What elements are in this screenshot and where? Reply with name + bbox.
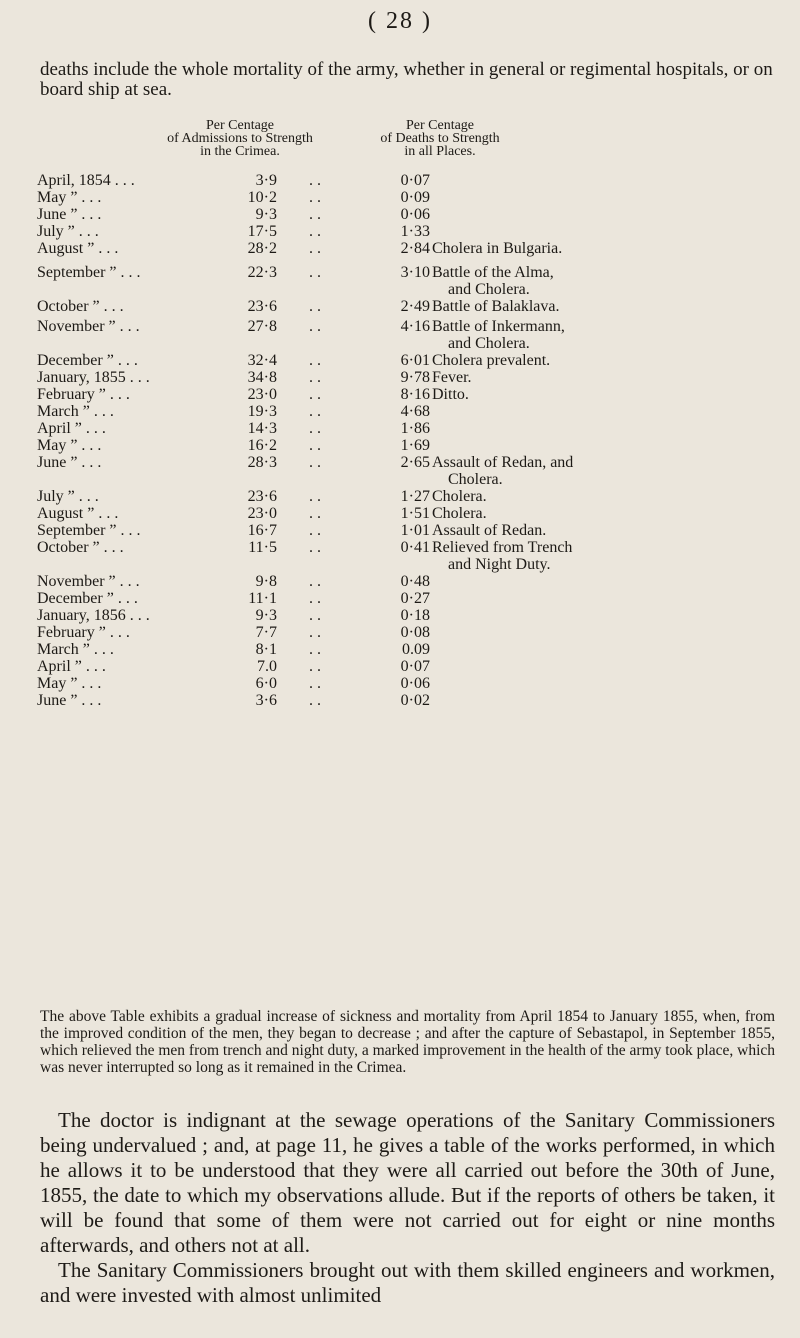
row-leader-dots: . . bbox=[309, 539, 321, 556]
row-admission-rate: 23·0 bbox=[247, 505, 277, 522]
row-remark bbox=[432, 352, 550, 369]
row-period: February ” . . . bbox=[37, 386, 130, 403]
row-admission-rate: 11·1 bbox=[248, 590, 277, 607]
row-period: June ” . . . bbox=[37, 454, 102, 471]
deaths-header-line: in all Places. bbox=[404, 144, 476, 159]
row-leader-dots: . . bbox=[309, 488, 321, 505]
row-death-rate: 6·01 bbox=[400, 352, 430, 369]
table-row bbox=[37, 386, 787, 403]
row-remark bbox=[432, 318, 565, 352]
admissions-header-line: in the Crimea. bbox=[200, 144, 280, 159]
row-death-rate: 4·16 bbox=[400, 318, 430, 335]
row-period: April, 1854 . . . bbox=[37, 172, 135, 189]
body-text bbox=[40, 1108, 775, 1308]
row-remark-line: Cholera. bbox=[448, 471, 503, 488]
table-row bbox=[37, 264, 787, 298]
row-leader-dots: . . bbox=[309, 172, 321, 189]
table-row bbox=[37, 403, 787, 420]
table-row bbox=[37, 590, 787, 607]
row-period: September ” . . . bbox=[37, 264, 141, 281]
row-leader-dots: . . bbox=[309, 641, 321, 658]
row-period: March ” . . . bbox=[37, 403, 114, 420]
mortality-table bbox=[37, 172, 787, 709]
row-remark bbox=[432, 505, 487, 522]
table-row bbox=[37, 352, 787, 369]
row-remark bbox=[432, 240, 562, 257]
page-number: ( 28 ) bbox=[368, 8, 432, 34]
row-period: July ” . . . bbox=[37, 223, 99, 240]
row-leader-dots: . . bbox=[309, 692, 321, 709]
row-death-rate: 0·02 bbox=[400, 692, 430, 709]
row-period: May ” . . . bbox=[37, 437, 102, 454]
admissions-header-line: of Admissions to Strength bbox=[167, 131, 313, 146]
row-period: August ” . . . bbox=[37, 505, 119, 522]
row-leader-dots: . . bbox=[309, 607, 321, 624]
row-death-rate: 2·84 bbox=[400, 240, 430, 257]
row-leader-dots: . . bbox=[309, 505, 321, 522]
row-admission-rate: 23·0 bbox=[247, 386, 277, 403]
row-admission-rate: 28·2 bbox=[247, 240, 277, 257]
row-admission-rate: 17·5 bbox=[247, 223, 277, 240]
admissions-header bbox=[140, 119, 340, 158]
row-death-rate: 1·27 bbox=[400, 488, 430, 505]
row-period: November ” . . . bbox=[37, 573, 140, 590]
row-period: February ” . . . bbox=[37, 624, 130, 641]
row-remark-line: Assault of Redan. bbox=[432, 522, 547, 539]
row-death-rate: 9·78 bbox=[400, 369, 430, 386]
row-remark-line: Cholera. bbox=[432, 488, 487, 505]
row-remark-line: Cholera prevalent. bbox=[432, 352, 551, 369]
row-period: December ” . . . bbox=[37, 352, 138, 369]
body-paragraph: The doctor is indignant at the sewage operations of the Sanitary Commissioners being undervalued ; and, at page 11, he gives a table of the works performed, in which he allows it to be understood that they were all carried out before the 30th of June, 1855, the date to which my observations allude. But if the reports of others be taken, it will be found that some of them were not carried out for eight or nine months afterwards, and others not at all. bbox=[40, 1108, 775, 1257]
row-leader-dots: . . bbox=[309, 403, 321, 420]
row-leader-dots: . . bbox=[309, 437, 321, 454]
table-row bbox=[37, 206, 787, 223]
row-leader-dots: . . bbox=[309, 522, 321, 539]
row-remark bbox=[432, 522, 546, 539]
row-admission-rate: 7.0 bbox=[257, 658, 277, 675]
row-remark-line: Battle of the Alma, bbox=[432, 264, 554, 281]
table-summary: The above Table exhibits a gradual increase of sickness and mortality from April 1854 to January 1855, when, from the improved condition of the men, they began to decrease ; and after the capture of Sebastapol, in September 1855, which relieved the men from trench and night duty, a marked improvement in the health of the army took place, which was never interrupted so long as it remained in the Crimea. bbox=[40, 1008, 776, 1076]
row-death-rate: 2·49 bbox=[400, 298, 430, 315]
row-death-rate: 0·08 bbox=[400, 624, 430, 641]
row-death-rate: 1·01 bbox=[400, 522, 430, 539]
row-leader-dots: . . bbox=[309, 318, 321, 335]
row-admission-rate: 19·3 bbox=[247, 403, 277, 420]
row-remark-line: Ditto. bbox=[432, 386, 469, 403]
row-leader-dots: . . bbox=[309, 223, 321, 240]
row-death-rate: 8·16 bbox=[400, 386, 430, 403]
row-period: October ” . . . bbox=[37, 298, 124, 315]
row-admission-rate: 9·3 bbox=[255, 206, 277, 223]
row-leader-dots: . . bbox=[309, 206, 321, 223]
row-period: January, 1856 . . . bbox=[37, 607, 150, 624]
row-admission-rate: 3·9 bbox=[255, 172, 277, 189]
row-leader-dots: . . bbox=[309, 369, 321, 386]
row-death-rate: 3·10 bbox=[400, 264, 430, 281]
row-period: August ” . . . bbox=[37, 240, 119, 257]
row-period: June ” . . . bbox=[37, 692, 102, 709]
row-death-rate: 2·65 bbox=[400, 454, 430, 471]
row-admission-rate: 3·6 bbox=[255, 692, 277, 709]
row-remark-line: Cholera in Bulgaria. bbox=[432, 240, 563, 257]
row-leader-dots: . . bbox=[309, 658, 321, 675]
row-leader-dots: . . bbox=[309, 573, 321, 590]
admissions-header-line: Per Centage bbox=[205, 118, 275, 133]
row-death-rate: 0·07 bbox=[400, 658, 430, 675]
table-row bbox=[37, 539, 787, 573]
table-row bbox=[37, 240, 787, 264]
row-leader-dots: . . bbox=[309, 675, 321, 692]
row-period: October ” . . . bbox=[37, 539, 124, 556]
row-remark-line: and Night Duty. bbox=[448, 556, 551, 573]
row-period: November ” . . . bbox=[37, 318, 140, 335]
row-period: January, 1855 . . . bbox=[37, 369, 150, 386]
row-remark bbox=[432, 539, 572, 573]
row-period: September ” . . . bbox=[37, 522, 141, 539]
row-admission-rate: 11·5 bbox=[248, 539, 277, 556]
table-row bbox=[37, 454, 787, 488]
row-period: July ” . . . bbox=[37, 488, 99, 505]
table-row bbox=[37, 189, 787, 206]
table-row bbox=[37, 505, 787, 522]
row-admission-rate: 23·6 bbox=[247, 298, 277, 315]
row-admission-rate: 16·7 bbox=[247, 522, 277, 539]
row-remark bbox=[432, 488, 487, 505]
table-row bbox=[37, 420, 787, 437]
row-death-rate: 0·41 bbox=[400, 539, 430, 556]
row-admission-rate: 22·3 bbox=[247, 264, 277, 281]
body-paragraph: The Sanitary Commissioners brought out with them skilled engineers and workmen, and were invested with almost unlimited bbox=[40, 1258, 775, 1307]
row-admission-rate: 27·8 bbox=[247, 318, 277, 335]
row-remark-line: Battle of Inkermann, bbox=[432, 318, 565, 335]
intro-text: deaths include the whole mortality of the army, whether in general or regimental hospitals, or on board ship at sea. bbox=[40, 59, 773, 100]
table-row bbox=[37, 488, 787, 505]
row-remark-line: Cholera. bbox=[432, 505, 487, 522]
table-row bbox=[37, 223, 787, 240]
row-admission-rate: 28·3 bbox=[247, 454, 277, 471]
table-row bbox=[37, 172, 787, 189]
deaths-header-line: Per Centage bbox=[405, 118, 475, 133]
row-death-rate: 1·51 bbox=[400, 505, 430, 522]
row-death-rate: 0·07 bbox=[400, 172, 430, 189]
row-period: December ” . . . bbox=[37, 590, 138, 607]
row-period: May ” . . . bbox=[37, 675, 102, 692]
table-row bbox=[37, 369, 787, 386]
row-leader-dots: . . bbox=[309, 624, 321, 641]
table-row bbox=[37, 641, 787, 658]
row-death-rate: 1·69 bbox=[400, 437, 430, 454]
table-row bbox=[37, 437, 787, 454]
row-death-rate: 0·06 bbox=[400, 206, 430, 223]
row-remark-line: Relieved from Trench bbox=[432, 539, 573, 556]
table-row bbox=[37, 675, 787, 692]
row-period: May ” . . . bbox=[37, 189, 102, 206]
row-admission-rate: 10·2 bbox=[247, 189, 277, 206]
row-admission-rate: 16·2 bbox=[247, 437, 277, 454]
row-period: April ” . . . bbox=[37, 420, 106, 437]
deaths-header bbox=[355, 119, 525, 158]
deaths-header-line: of Deaths to Strength bbox=[380, 131, 500, 146]
row-remark-line: Fever. bbox=[432, 369, 472, 386]
row-admission-rate: 32·4 bbox=[247, 352, 277, 369]
row-remark bbox=[432, 369, 472, 386]
row-death-rate: 4·68 bbox=[400, 403, 430, 420]
table-row bbox=[37, 318, 787, 352]
table-row bbox=[37, 658, 787, 675]
row-leader-dots: . . bbox=[309, 352, 321, 369]
table-row bbox=[37, 692, 787, 709]
row-leader-dots: . . bbox=[309, 264, 321, 281]
row-admission-rate: 9·8 bbox=[255, 573, 277, 590]
row-period: June ” . . . bbox=[37, 206, 102, 223]
row-period: March ” . . . bbox=[37, 641, 114, 658]
row-remark bbox=[432, 386, 469, 403]
row-leader-dots: . . bbox=[309, 240, 321, 257]
row-death-rate: 0·18 bbox=[400, 607, 430, 624]
table-row bbox=[37, 298, 787, 318]
table-row bbox=[37, 522, 787, 539]
table-row bbox=[37, 607, 787, 624]
row-remark bbox=[432, 454, 573, 488]
row-death-rate: 0·09 bbox=[400, 189, 430, 206]
row-death-rate: 0·06 bbox=[400, 675, 430, 692]
row-death-rate: 1·86 bbox=[400, 420, 430, 437]
row-remark bbox=[432, 298, 560, 315]
row-admission-rate: 9·3 bbox=[255, 607, 277, 624]
row-period: April ” . . . bbox=[37, 658, 106, 675]
row-leader-dots: . . bbox=[309, 386, 321, 403]
row-admission-rate: 6·0 bbox=[255, 675, 277, 692]
table-row bbox=[37, 573, 787, 590]
row-leader-dots: . . bbox=[309, 298, 321, 315]
row-remark-line: and Cholera. bbox=[448, 281, 530, 298]
row-leader-dots: . . bbox=[309, 454, 321, 471]
row-admission-rate: 7·7 bbox=[255, 624, 277, 641]
row-death-rate: 1·33 bbox=[400, 223, 430, 240]
row-admission-rate: 8·1 bbox=[255, 641, 277, 658]
row-leader-dots: . . bbox=[309, 590, 321, 607]
row-remark-line: Assault of Redan, and bbox=[432, 454, 574, 471]
row-death-rate: 0.09 bbox=[402, 641, 430, 658]
row-remark bbox=[432, 264, 554, 298]
row-admission-rate: 34·8 bbox=[247, 369, 277, 386]
table-row bbox=[37, 624, 787, 641]
row-death-rate: 0·27 bbox=[400, 590, 430, 607]
row-remark-line: Battle of Balaklava. bbox=[432, 298, 560, 315]
row-remark-line: and Cholera. bbox=[448, 335, 530, 352]
row-leader-dots: . . bbox=[309, 420, 321, 437]
row-admission-rate: 14·3 bbox=[247, 420, 277, 437]
row-leader-dots: . . bbox=[309, 189, 321, 206]
row-admission-rate: 23·6 bbox=[247, 488, 277, 505]
row-death-rate: 0·48 bbox=[400, 573, 430, 590]
